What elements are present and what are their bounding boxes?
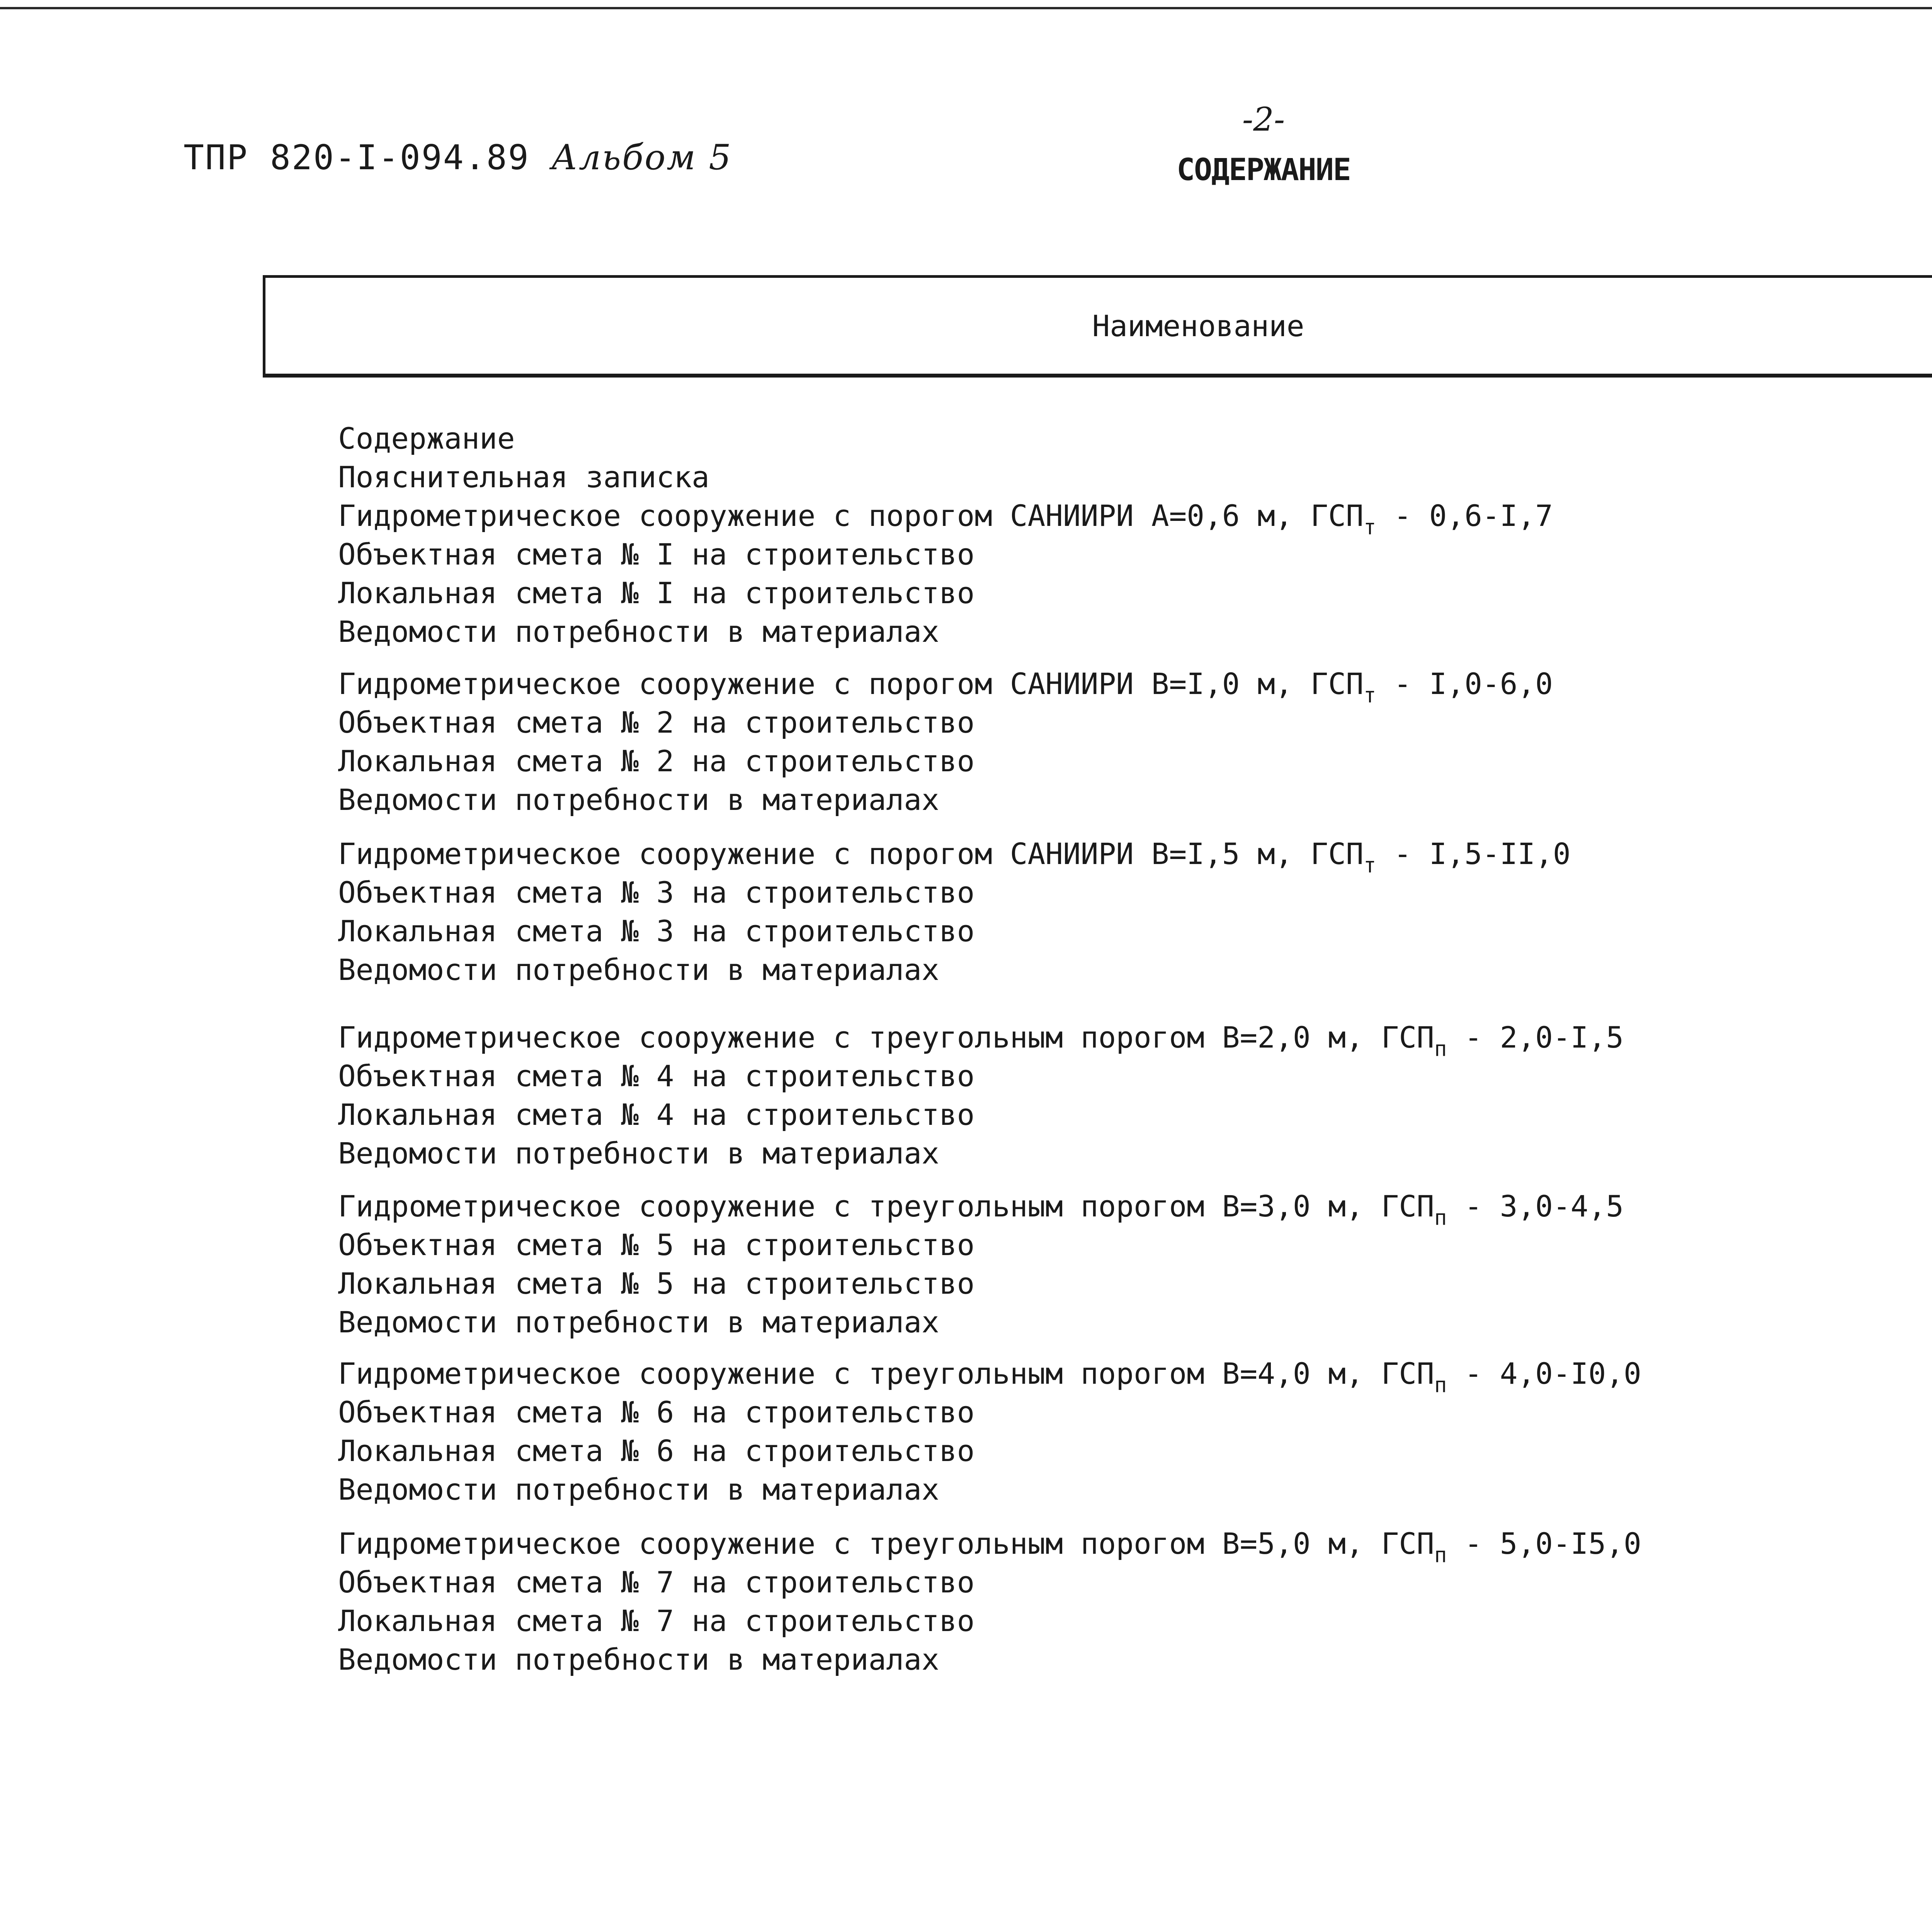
toc-entry-title-main: Гидрометрическое сооружение с порогом САНИИРИ В=I,5 м, ГСП (338, 837, 1364, 871)
toc-entry-subscript: п (1434, 1373, 1447, 1397)
toc-entry (338, 781, 1932, 819)
toc-entry-subscript: т (1363, 515, 1376, 539)
toc-entry (338, 1057, 1932, 1095)
toc-entry (338, 665, 1932, 708)
toc-entry-title-range: - I,5-II,0 (1376, 837, 1571, 871)
toc-entry (338, 458, 1932, 497)
toc-entry (338, 1470, 1932, 1509)
toc-entry (338, 1018, 1932, 1061)
toc-entry-subscript: т (1363, 853, 1376, 878)
toc-entry-title-main: Гидрометрическое сооружение с треугольным порогом В=5,0 м, ГСП (338, 1526, 1434, 1561)
toc-entry (338, 1393, 1932, 1432)
toc-entry (338, 1640, 1932, 1679)
toc-entry-title: Локальная смета № 5 на строительство (338, 1266, 975, 1301)
toc-entry (338, 419, 1932, 458)
toc-entry-title-main: Гидрометрическое сооружение с порогом САНИИРИ А=0,6 м, ГСП (338, 498, 1364, 533)
toc-entry-title: Ведомости потребности в материалах (338, 953, 939, 987)
toc-entry (338, 703, 1932, 742)
toc-entry (338, 873, 1932, 912)
toc-entry (338, 1432, 1932, 1470)
page-title: СОДЕРЖАНИЕ (1177, 153, 1350, 187)
toc-entry-title-range: - 5,0-I5,0 (1447, 1526, 1641, 1561)
toc-entry-title: Ведомости потребности в материалах (338, 1305, 939, 1339)
toc-entry (338, 835, 1932, 878)
toc-entry-title-range: - 3,0-4,5 (1447, 1189, 1624, 1223)
toc-entry-subscript: т (1363, 683, 1376, 708)
toc-entry (338, 612, 1932, 651)
toc-entry-title-range: - 4,0-I0,0 (1447, 1356, 1641, 1391)
column-header-name: Наименование (1092, 308, 1304, 343)
toc-entry-title: Ведомости потребности в материалах (338, 1642, 939, 1677)
toc-entry-title: Локальная смета № I на строительство (338, 576, 975, 610)
album-label: Альбом 5 (551, 137, 732, 178)
toc-entry-title: Локальная смета № 7 на строительство (338, 1604, 975, 1638)
toc-entry (338, 1226, 1932, 1264)
toc-entry (338, 1095, 1932, 1134)
toc-entry-title: Ведомости потребности в материалах (338, 614, 939, 649)
document-code-text: ТПР 820-I-094.89 (184, 138, 530, 177)
toc-entry-subscript: п (1434, 1037, 1447, 1061)
page-number: -2- (1242, 100, 1285, 138)
toc-entry (338, 1354, 1932, 1397)
toc-entry-title-range: - 0,6-I,7 (1376, 498, 1553, 533)
toc-entry-subscript: п (1434, 1206, 1447, 1230)
toc-entry (338, 574, 1932, 612)
toc-entry-title: Локальная смета № 2 на строительство (338, 744, 975, 778)
toc-entry-title: Объектная смета № 3 на строительство (338, 875, 975, 910)
toc-entry-title: Локальная смета № 3 на строительство (338, 914, 975, 948)
toc-entry (338, 497, 1932, 539)
toc-entry-title: Объектная смета № 5 на строительство (338, 1228, 975, 1262)
toc-entry (338, 912, 1932, 951)
toc-entry-title-main: Гидрометрическое сооружение с порогом САНИИРИ В=I,0 м, ГСП (338, 667, 1364, 701)
toc-entry-title: Ведомости потребности в материалах (338, 1136, 939, 1170)
toc-entry-subscript: п (1434, 1543, 1447, 1567)
toc-entry (338, 1524, 1932, 1567)
toc-entry-title: Объектная смета № 6 на строительство (338, 1395, 975, 1429)
toc-entry-title: Локальная смета № 4 на строительство (338, 1097, 975, 1132)
toc-entry-title-main: Гидрометрическое сооружение с треугольным порогом В=3,0 м, ГСП (338, 1189, 1434, 1223)
toc-entry (338, 742, 1932, 781)
toc-entry-title-main: Гидрометрическое сооружение с треугольным порогом В=2,0 м, ГСП (338, 1020, 1434, 1055)
toc-entry (338, 1134, 1932, 1173)
toc-entry (338, 1264, 1932, 1303)
toc-entry-title-range: - 2,0-I,5 (1447, 1020, 1624, 1055)
toc-entry (338, 951, 1932, 989)
toc-entry-title: Пояснительная записка (338, 460, 709, 494)
toc-entry-title: Локальная смета № 6 на строительство (338, 1434, 975, 1468)
toc-entry-title-main: Гидрометрическое сооружение с треугольным порогом В=4,0 м, ГСП (338, 1356, 1434, 1391)
toc-entry-title: Объектная смета № I на строительство (338, 537, 975, 572)
toc-entry-title-range: - I,0-6,0 (1376, 667, 1553, 701)
toc-entry (338, 1303, 1932, 1342)
toc-entry-title: Ведомости потребности в материалах (338, 1472, 939, 1507)
toc-entry-title: Ведомости потребности в материалах (338, 782, 939, 817)
toc-entry-title: Объектная смета № 2 на строительство (338, 705, 975, 740)
toc-entry (338, 1187, 1932, 1230)
toc-entry (338, 535, 1932, 574)
toc-entry (338, 1563, 1932, 1602)
toc-entry-title: Объектная смета № 7 на строительство (338, 1565, 975, 1599)
toc-entry (338, 1602, 1932, 1640)
toc-entry-title: Содержание (338, 421, 515, 456)
toc-entry-title: Объектная смета № 4 на строительство (338, 1059, 975, 1093)
